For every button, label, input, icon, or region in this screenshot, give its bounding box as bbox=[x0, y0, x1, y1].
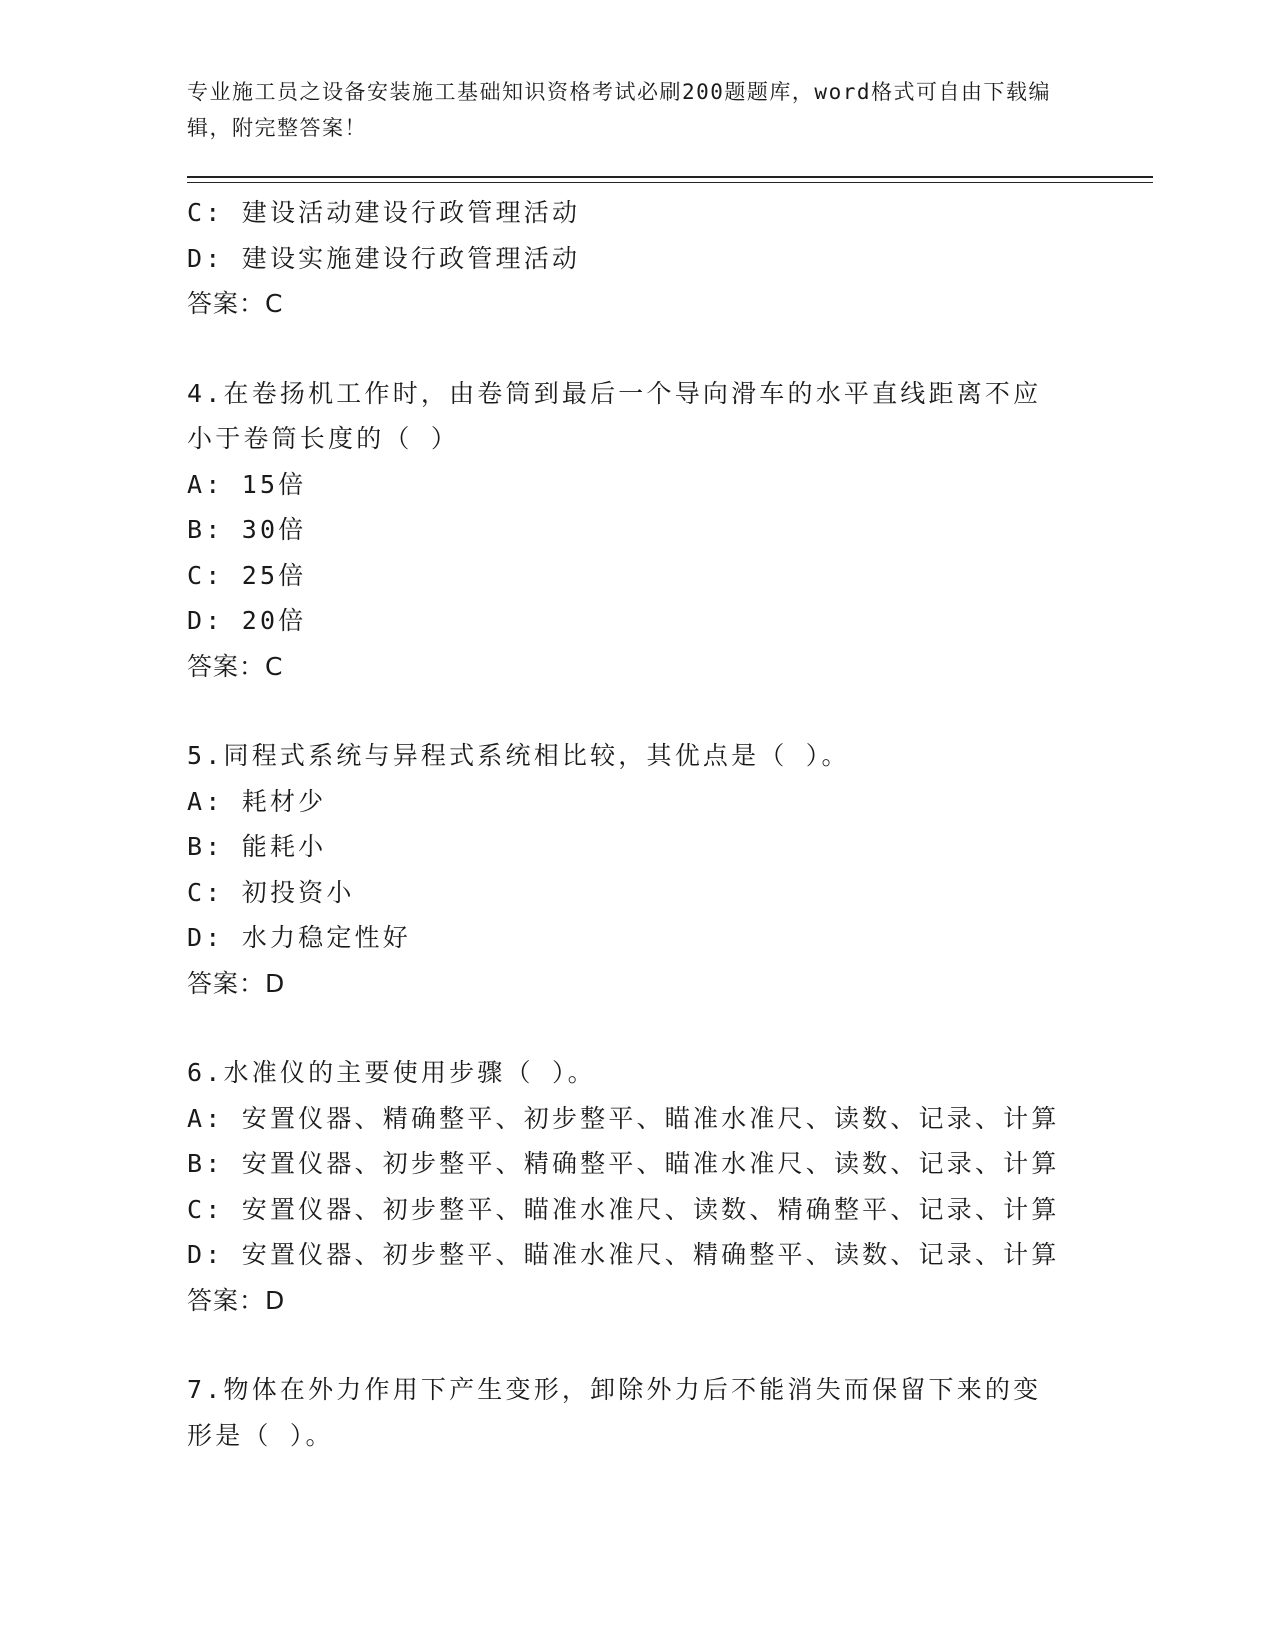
option-a: A: 安置仪器、精确整平、初步整平、瞄准水准尺、读数、记录、计算 bbox=[187, 1103, 1060, 1133]
option-b: B: 30倍 bbox=[187, 515, 307, 544]
question-block-6 bbox=[187, 1050, 1153, 1323]
option-d: D: 20倍 bbox=[187, 606, 307, 635]
document-header bbox=[187, 74, 1067, 146]
document-body bbox=[187, 190, 1153, 1458]
question-text: 6.水准仪的主要使用步骤（ ）。 bbox=[187, 1058, 596, 1087]
answer-line: 答案：C bbox=[187, 651, 284, 681]
option-c: C: 25倍 bbox=[187, 560, 307, 590]
answer-line: 答案：C bbox=[187, 289, 284, 318]
option-a: A: 15倍 bbox=[187, 469, 307, 499]
answer-line: 答案：D bbox=[187, 968, 286, 998]
question-block-7 bbox=[187, 1367, 1153, 1458]
question-text: 5.同程式系统与异程式系统相比较，其优点是（ ）。 bbox=[187, 741, 850, 770]
question-text: 7.物体在外力作用下产生变形，卸除外力后不能消失而保留下来的变形是（ ）。 bbox=[187, 1375, 1042, 1450]
option-b: B: 能耗小 bbox=[187, 832, 327, 861]
header-rule-thick bbox=[187, 176, 1153, 178]
question-block-4 bbox=[187, 371, 1153, 690]
option-d: D: 水力稳定性好 bbox=[187, 923, 411, 952]
option-c: C: 安置仪器、初步整平、瞄准水准尺、读数、精确整平、记录、计算 bbox=[187, 1194, 1060, 1224]
answer-line: 答案：D bbox=[187, 1285, 286, 1315]
option-c: C: 初投资小 bbox=[187, 877, 355, 907]
option-a: A: 耗材少 bbox=[187, 786, 327, 816]
option-d: D: 建设实施建设行政管理活动 bbox=[187, 243, 581, 273]
option-c: C: 建设活动建设行政管理活动 bbox=[187, 198, 581, 227]
question-text: 4.在卷扬机工作时，由卷筒到最后一个导向滑车的水平直线距离不应小于卷筒长度的（ ） bbox=[187, 378, 1042, 453]
option-d: D: 安置仪器、初步整平、瞄准水准尺、精确整平、读数、记录、计算 bbox=[187, 1240, 1060, 1269]
question-block-5 bbox=[187, 733, 1153, 1006]
header-rule-thin bbox=[187, 182, 1153, 183]
option-b: B: 安置仪器、初步整平、精确整平、瞄准水准尺、读数、记录、计算 bbox=[187, 1149, 1060, 1178]
header-title: 专业施工员之设备安装施工基础知识资格考试必刷200题题库，word格式可自由下载编辑，附完整答案！ bbox=[187, 80, 1051, 140]
question-block-3 bbox=[187, 190, 1153, 327]
